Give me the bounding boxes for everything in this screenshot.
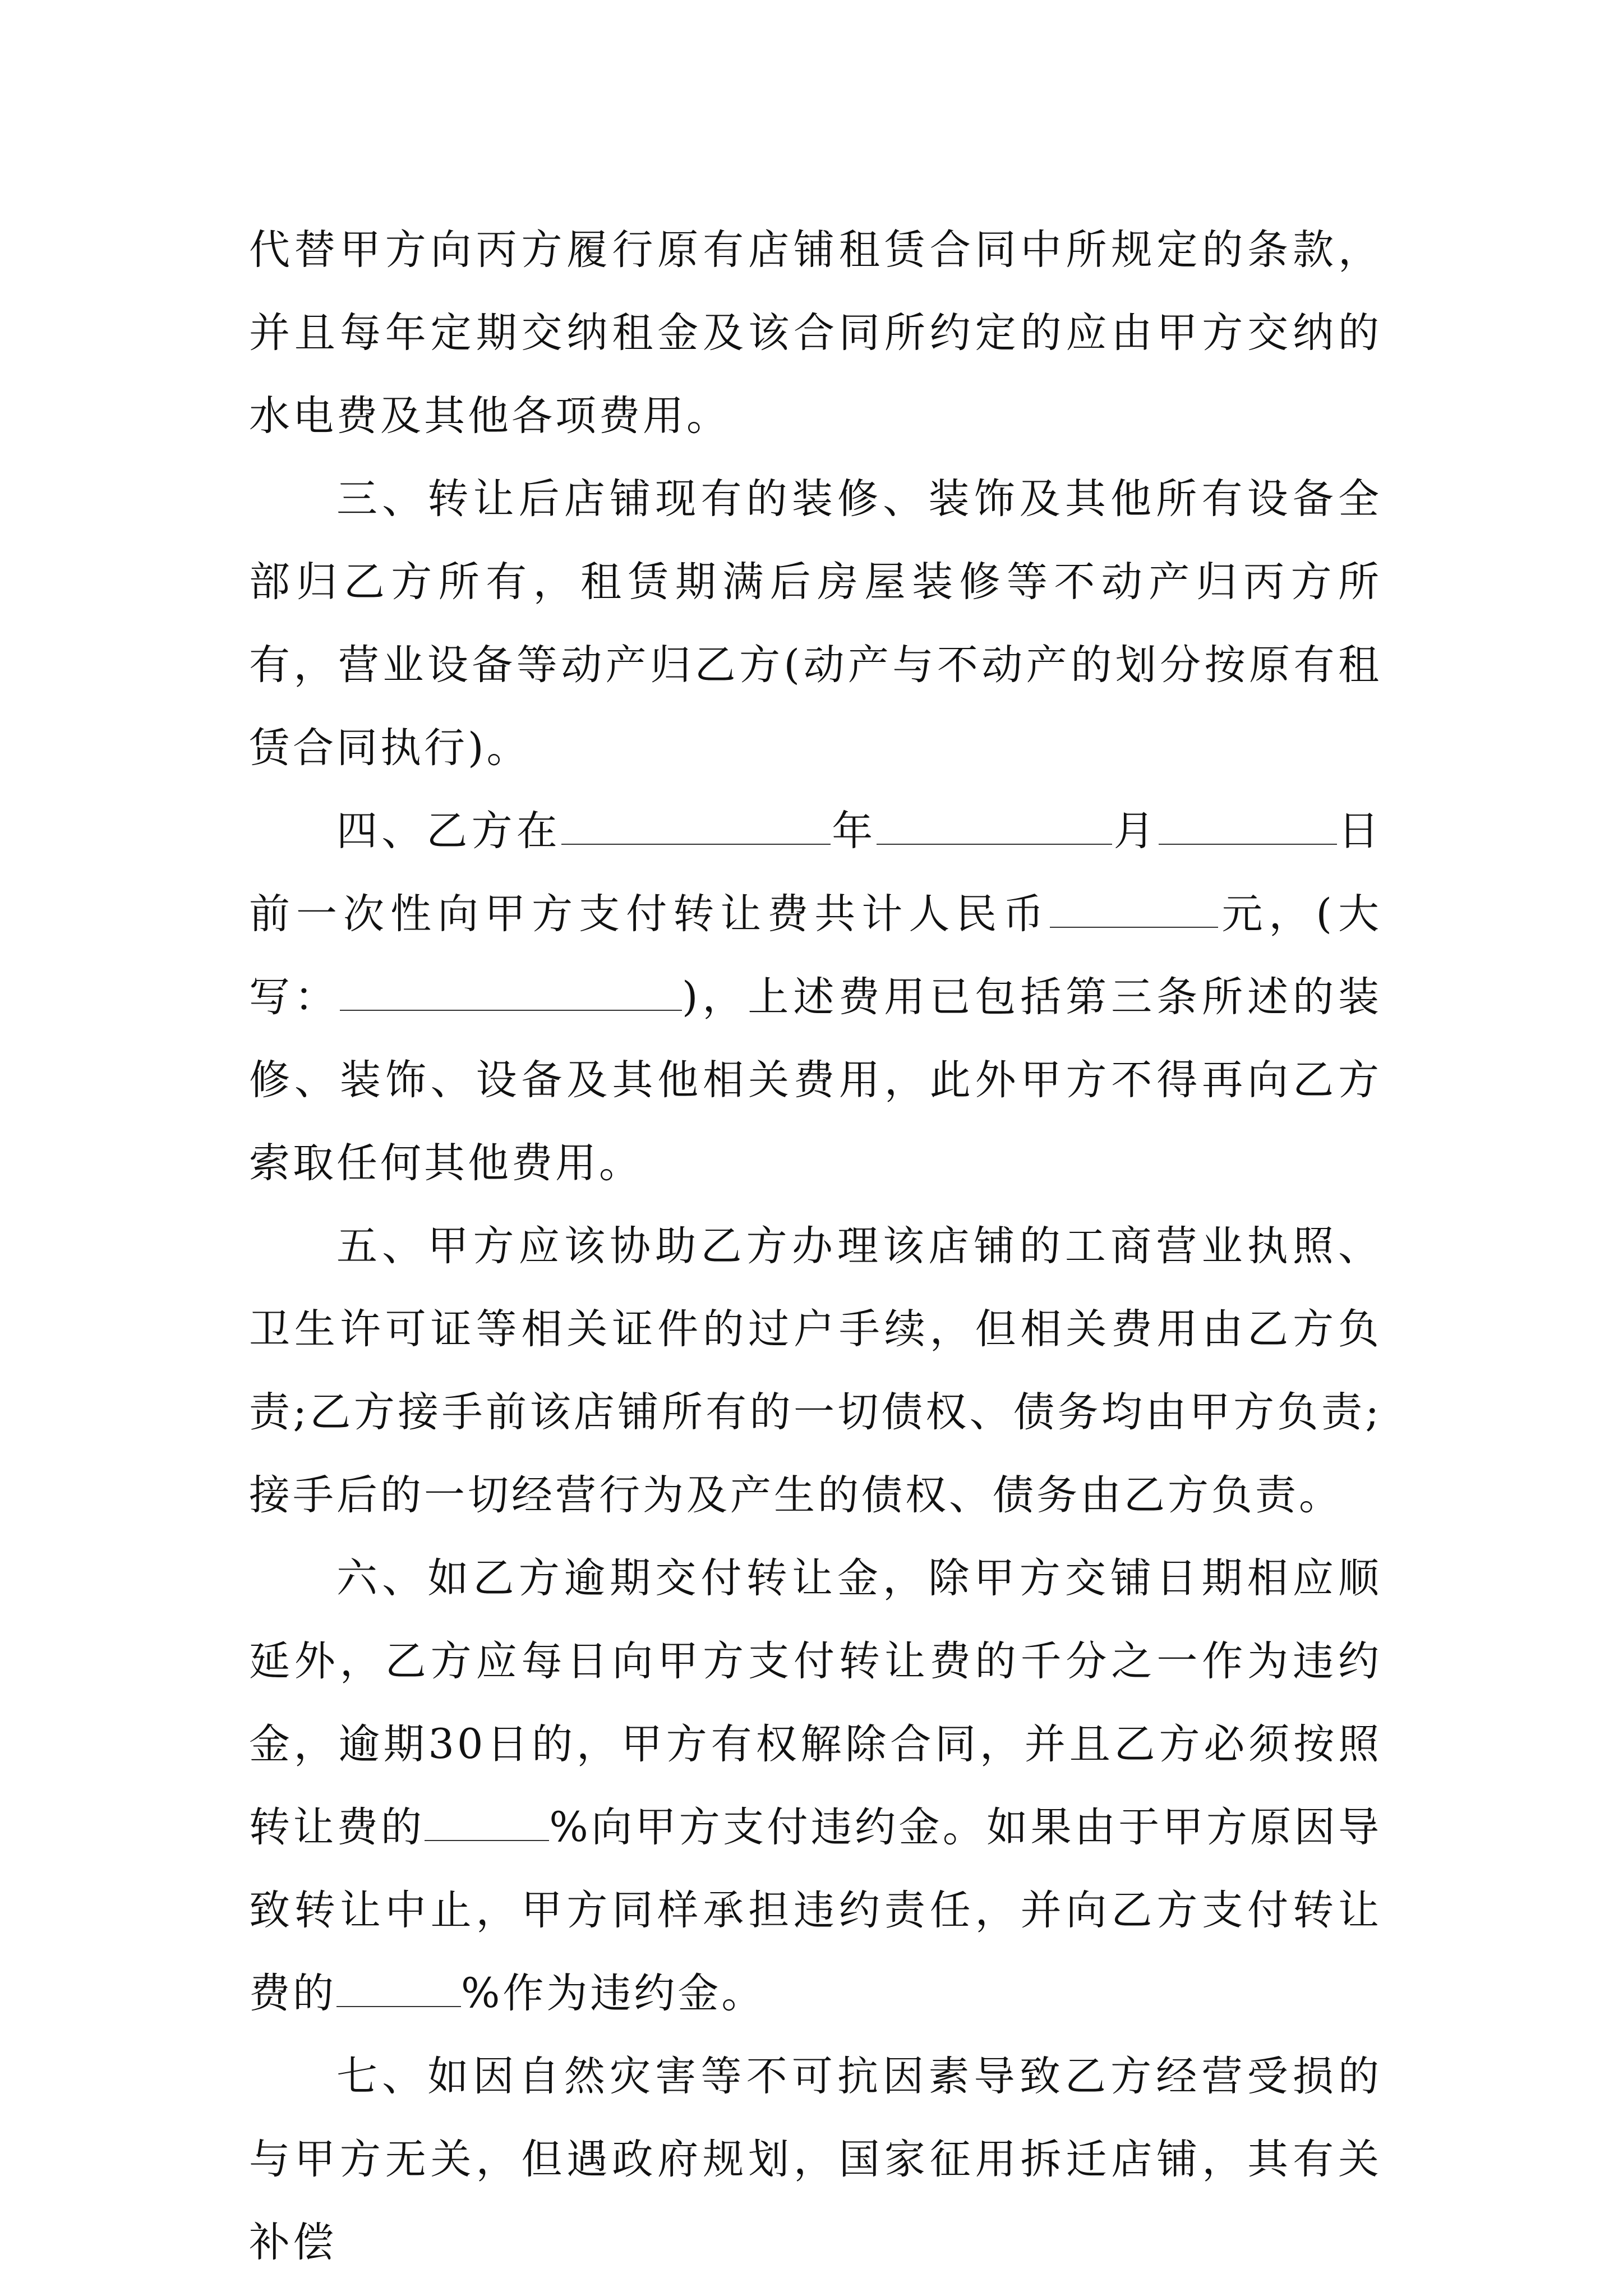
day-blank [1159,810,1337,845]
month-blank [877,810,1112,845]
paragraph-clause-5 [249,1205,1382,1537]
fee-uppercase-blank [340,976,682,1011]
paragraph-text: 六、如乙方逾期交付转让金，除甲方交铺日期相应顺延外，乙方应每日向甲方支付转让费的千分之一作为违约金，逾期30日的，甲方有权解除合同，并且乙方必须按照转让费的 [249,1554,1382,1851]
paragraph-text: 三、转让后店铺现有的装修、装饰及其他所有设备全部归乙方所有，租赁期满后房屋装修等不动产归丙方所有，营业设备等动产归乙方(动产与不动产的划分按原有租赁合同执行)。 [249,475,1382,772]
paragraph-text: 代替甲方向丙方履行原有店铺租赁合同中所规定的条款，并且每年定期交纳租金及该合同所约定的应由甲方交纳的水电费及其他各项费用。 [249,226,1382,440]
paragraph-text: 月 [1112,807,1159,855]
paragraph-clause-7 [249,2035,1382,2284]
paragraph-clause-3 [249,458,1382,790]
paragraph-text: 五、甲方应该协助乙方办理该店铺的工商营业执照、卫生许可证等相关证件的过户手续，但相关费用由乙方负责;乙方接手前该店铺所有的一切债权、债务均由甲方负责;接手后的一切经营行为及产生的债权、债务由乙方负责。 [249,1222,1382,1519]
penalty-percent-blank [425,1806,549,1841]
paragraph-text: 四、乙方在 [336,807,561,855]
paragraph-text: 年 [831,807,877,855]
fee-amount-blank [1050,893,1218,928]
paragraph-text: 七、如因自然灾害等不可抗因素导致乙方经营受损的与甲方无关，但遇政府规划，国家征用拆迁店铺，其有关补偿 [249,2053,1382,2266]
penalty-percent-blank [336,1972,461,2007]
paragraph-text: %向甲方支付违约金。如果由于甲方原因导致转让中止，甲方同样承担违约责任，并向乙方支付转让费的 [249,1803,1382,2017]
paragraph-text: 日前一次性向甲方支付转让费共计人民币 [249,807,1382,938]
paragraph-text: )，上述费用已包括第三条所述的装修、装饰、设备及其他相关费用，此外甲方不得再向乙方索取任何其他费用。 [249,973,1382,1187]
paragraph-clause-4 [249,790,1382,1205]
paragraph-text: %作为违约金。 [461,1970,766,2017]
paragraph-text: 元，(大写： [249,890,1382,1021]
paragraph-continuation [249,209,1382,458]
paragraph-clause-6 [249,1537,1382,2035]
document-body [249,209,1382,2284]
year-blank [561,810,831,845]
